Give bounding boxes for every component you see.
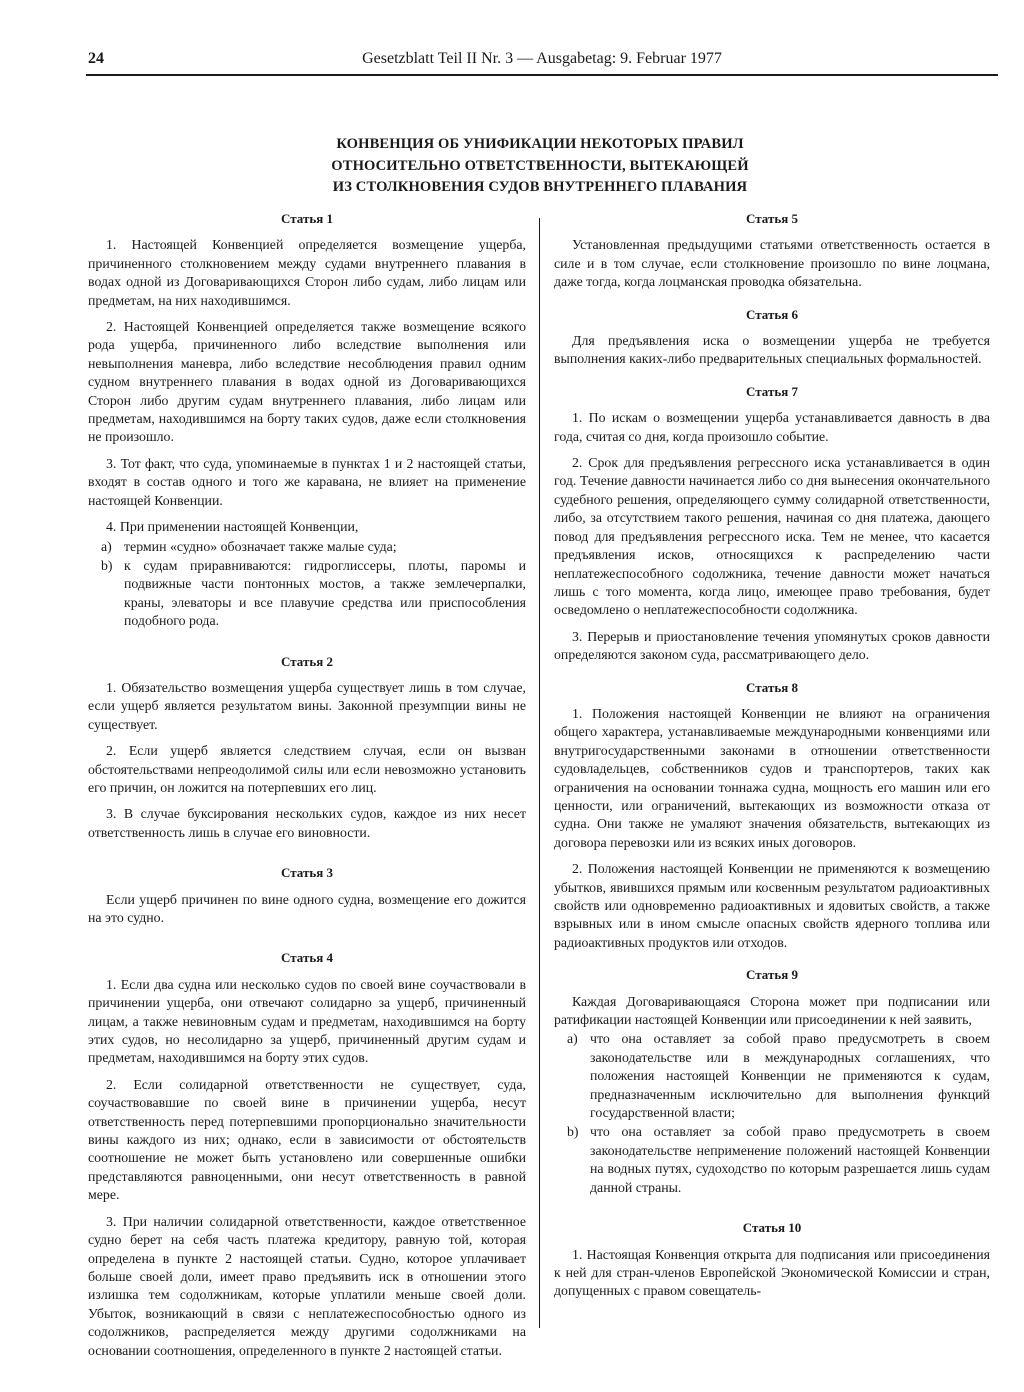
- paragraph: Установленная предыдущими статьями ответственность остается в силе и в том случае, если столкновение произошло по вине лоцмана, даже тогда, когда лоцманская проводка обязательна.: [554, 237, 990, 290]
- article-heading: Статья 1: [281, 211, 333, 226]
- article-10: [554, 1219, 990, 1301]
- page-number: 24: [88, 50, 104, 67]
- list-text: к судам приравниваются: гидроглиссеры, плоты, паромы и подвижные части понтонных мостов, а также землечерпалки, краны, элеваторы и все плавучие средства или приспособления подобного рода.: [124, 557, 526, 629]
- paragraph: 1. Если два судна или несколько судов по своей вине соучаствовали в причинении ущерба, они отвечают солидарно за ущерб, причиненный лицам, а также невиновным судам и предметам, находившимся на борту этих судов, но несолидарно за ущерб, причиненный другим судам и предметам, находившимся на борту этих судов.: [88, 976, 526, 1066]
- article-heading: Статья 6: [746, 306, 798, 322]
- paragraph: 3. Тот факт, что суда, упоминаемые в пунктах 1 и 2 настоящей статьи, входят в состав одного и того же каравана, не влияет на применение настоящей Конвенции.: [88, 455, 526, 508]
- article-6: [554, 306, 990, 369]
- article-8: [554, 679, 990, 953]
- right-column: [554, 210, 990, 1309]
- list-text: что она оставляет за собой право предусмотреть в своем законодательстве или в международных соглашениях, что положения настоящей Конвенции не применяются к судам, предназначенным исключительно для выполнения функций государственной власти;: [590, 1031, 990, 1121]
- paragraph: 2. Если солидарной ответственности не существует, суда, соучаствовавшие по своей вине в причинении ущерба, несут ответственность перед потерпевшими пропорционально значительности вины каждого из них; однако, если в зависимости от обстоятельств соотношение не может быть установлено или совершенные ошибки представляются равноценными, они несут ответственность в равной мере.: [88, 1076, 526, 1203]
- paragraph: 2. Если ущерб является следствием случая, если он вызван обстоятельствами непреодолимой силы или если невозможно установить его причин, он ложится на потерпевших его лиц.: [88, 743, 526, 795]
- list-marker: a): [567, 1031, 578, 1047]
- article-heading: Статья 4: [281, 950, 333, 966]
- list-text: что она оставляет за собой право предусмотреть в своем законодательстве неприменение положений настоящей Конвенции на водных путях, судоходство по которым разрешается лишь судам данной страны.: [590, 1124, 990, 1195]
- title-line: ОТНОСИТЕЛЬНО ОТВЕТСТВЕННОСТИ, ВЫТЕКАЮЩЕЙ: [331, 157, 749, 174]
- paragraph: Для предъявления иска о возмещении ущерба не требуется выполнения каких-либо предварительных специальных формальностей.: [554, 333, 990, 367]
- article-9: [554, 966, 990, 1197]
- article-heading: Статья 10: [742, 1220, 802, 1236]
- column-divider: [539, 218, 540, 1328]
- paragraph: 1. Настоящей Конвенцией определяется возмещение ущерба, причиненного столкновением между судами внутреннего плавания в водах одной из Договаривающихся Сторон либо судам, либо лицам или предметам, на них находившимся.: [88, 237, 526, 308]
- article-3: [88, 864, 526, 927]
- paragraph: 3. Перерыв и приостановление течения упомянутых сроков давности определяются законом суда, рассматривающего дело.: [554, 628, 990, 663]
- article-heading: Статья 7: [746, 383, 798, 399]
- article-heading: Статья 9: [746, 967, 798, 983]
- page-header: [88, 50, 996, 72]
- paragraph: 4. При применении настоящей Конвенции,: [106, 519, 359, 535]
- article-heading: Статья 2: [281, 653, 333, 669]
- list-marker: a): [101, 538, 112, 554]
- sub-list: [88, 538, 526, 631]
- article-2: [88, 653, 526, 843]
- article-7: [554, 383, 990, 665]
- paragraph: Если ущерб причинен по вине одного судна, возмещение его дожится на это судно.: [88, 891, 526, 925]
- paragraph: 1. Положения настоящей Конвенции не влияют на ограничения общего характера, устанавливаемые международными конвенциями или внутригосударственными законами в отношении ответственности судовладельцев, собственников судов и транспортеров, таких как ограничения на основании тоннажа судна, мощность его машин или его ценности, или ограничений, вытекающих из возможности отказа от судна. Они также не умаляют значения обязательств, вытекающих из договора перевозки или из всяких иных договоров.: [554, 705, 990, 850]
- article-1: [88, 210, 526, 631]
- article-heading: Статья 8: [746, 679, 798, 695]
- sub-list: [554, 1030, 990, 1197]
- list-marker: b): [101, 557, 113, 573]
- running-title: Gesetzblatt Teil II Nr. 3 — Ausgabetag: 9. Februar 1977: [362, 50, 722, 67]
- paragraph: 2. Положения настоящей Конвенции не применяются к возмещению убытков, явившихся прямым или косвенным результатом радиоактивных свойств или одновременно радиоактивных и ядовитых свойств, а также взрывных или в ином смысле опасных свойств ядерного топлива или радиоактивных продуктов или отходов.: [554, 861, 990, 950]
- article-heading: Статья 5: [746, 211, 798, 226]
- paragraph: 1. Обязательство возмещения ущерба существует лишь в том случае, если ущерб является результатом вины. Законной презумпции вины не существует.: [88, 679, 526, 732]
- article-5: [554, 210, 990, 292]
- title-line: ИЗ СТОЛКНОВЕНИЯ СУДОВ ВНУТРЕННЕГО ПЛАВАНИЯ: [332, 179, 748, 195]
- list-marker: b): [567, 1124, 579, 1140]
- paragraph: 3. При наличии солидарной ответственности, каждое ответственное судно берет на себя часть платежа кредитору, равную той, которая определена в пункте 2 настоящей статьи. Судно, которое уплачивает больше своей доли, имеет право предъявить иск в отношении этого излишка тем содолжникам, которые уплатили меньше своей доли. Убыток, возникающий в связи с неплатежеспособностью одного из содолжников, распределяется между другими содолжниками на основании соотношения, определенного в пункте 2 настоящей статьи.: [88, 1213, 526, 1358]
- list-item: [88, 538, 526, 556]
- list-item: [554, 1030, 990, 1122]
- paragraph: 1. Настоящая Конвенция открыта для подписания или присоединения к ней для стран-членов Европейской Экономической Комиссии и стран, допущенных с правом совещатель-: [554, 1246, 990, 1299]
- list-text: термин «судно» обозначает также малые суда;: [124, 538, 397, 554]
- article-heading: Статья 3: [281, 865, 333, 881]
- paragraph: Каждая Договаривающаяся Сторона может при подписании или ратификации настоящей Конвенции или присоединении к ней заявить,: [554, 993, 990, 1028]
- title-line: КОНВЕНЦИЯ ОБ УНИФИКАЦИИ НЕКОТОРЫХ ПРАВИЛ: [336, 136, 744, 152]
- article-4: [88, 949, 526, 1360]
- list-item: [88, 557, 526, 631]
- paragraph: 1. По искам о возмещении ущерба устанавливается давность в два года, считая со дня, когда произошло событие.: [554, 410, 990, 444]
- header-rule: [86, 74, 998, 76]
- paragraph: 2. Срок для предъявления регрессного иска устанавливается в один год. Течение давности начинается либо со дня вынесения окончательного судебного решения, определяющего сумму солидарной ответственности, либо, за отсутствием такого решения, начиная со дня платежа, дающего повод для предъявления регрессного иска. Тем не менее, что касается предъявления исков, относящихся к распределению части неплатежеспособного содолжника, течение давности может начаться лишь с того момента, когда лицо, имеющее право требования, будет осведомлено о неплатежеспособности содолжника.: [554, 455, 990, 618]
- left-column: [88, 210, 526, 1368]
- paragraph: 2. Настоящей Конвенцией определяется также возмещение всякого рода ущерба, причиненного либо вследствие выполнения или невыполнения маневра, либо вследствие несоблюдения правил одним судном внутреннего плавания в водах одной из Договаривающихся Сторон либо другим судам внутреннего плавания, либо лицам или предметам, находившимся на борту таких судов, даже если столкновения не произошло.: [88, 319, 526, 445]
- list-item: [554, 1123, 990, 1197]
- document-title: [200, 134, 880, 199]
- paragraph: 3. В случае буксирования нескольких судов, каждое из них несет ответственность лишь в случае его виновности.: [88, 806, 526, 840]
